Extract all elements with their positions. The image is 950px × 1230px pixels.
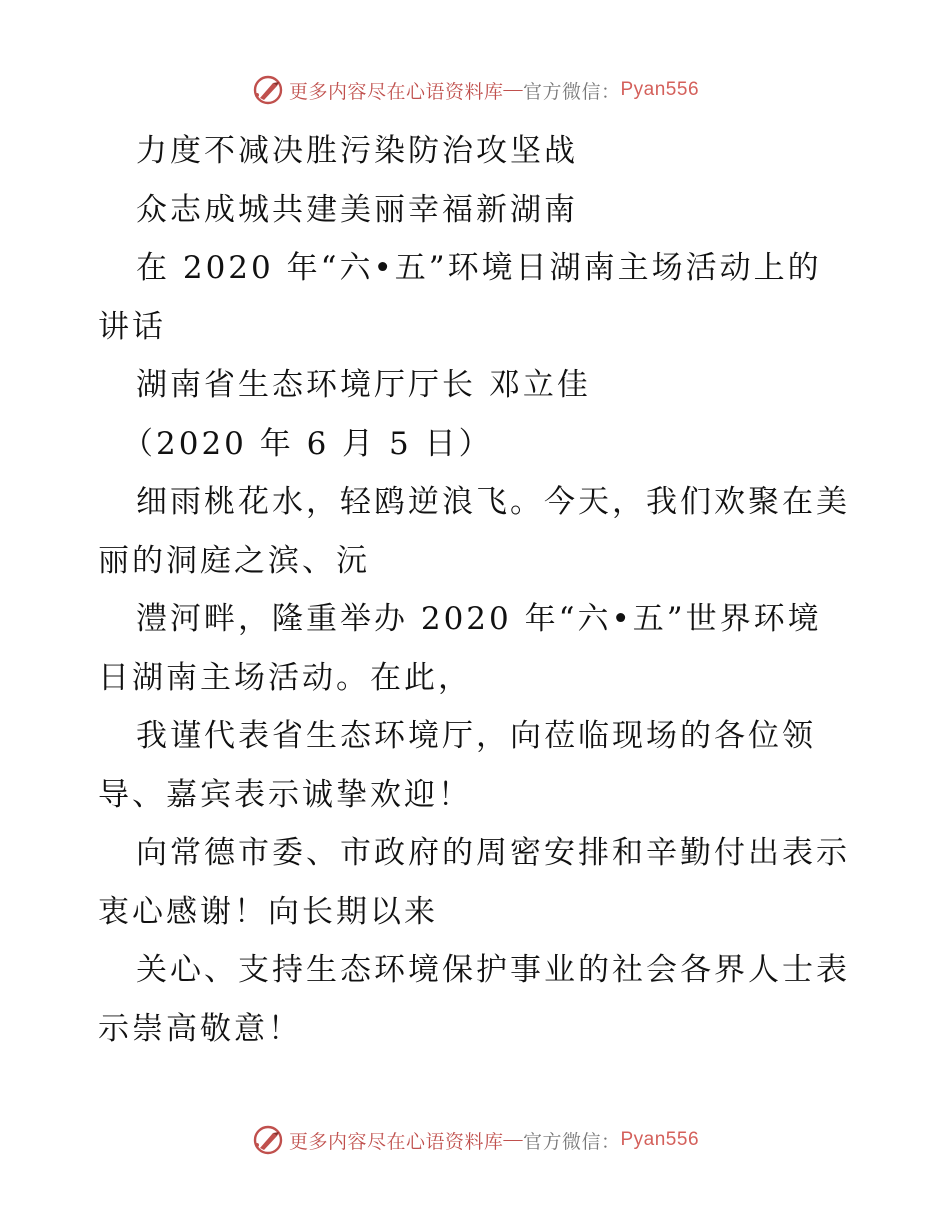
paragraph-line: 向常德市委、市政府的周密安排和辛勤付出表示 xyxy=(136,835,850,871)
title-line-1: 力度不减决胜污染防治攻坚战 xyxy=(136,133,578,169)
pen-logo-icon xyxy=(251,73,285,107)
pen-logo-icon xyxy=(251,1123,285,1157)
footer-watermark xyxy=(0,1120,950,1160)
banner-site-text: 更多内容尽在心语资料库 xyxy=(288,1130,504,1153)
paragraph-line: 细雨桃花水，轻鸥逆浪飞。今天，我们欢聚在美 xyxy=(136,484,850,520)
banner-dash: — xyxy=(503,79,523,100)
banner-site-text: 更多内容尽在心语资料库 xyxy=(288,80,504,103)
paragraph-line: 关心、支持生态环境保护事业的社会各界人士表 xyxy=(136,952,850,988)
banner-wechat-label: 官方微信： xyxy=(522,80,621,103)
banner-dash: — xyxy=(503,1129,523,1150)
paragraph-line: 我谨代表省生态环境厅，向莅临现场的各位领 xyxy=(136,718,816,754)
subtitle-line-1: 在 2020 年“六•五”环境日湖南主场活动上的 xyxy=(136,250,822,286)
paragraph-line: 衷心感谢！向长期以来 xyxy=(98,893,438,930)
paragraph-line: 日湖南主场活动。在此， xyxy=(98,659,472,696)
banner-wechat-handle: Pyan556 xyxy=(620,79,700,100)
paragraph-line: 丽的洞庭之滨、沅 xyxy=(98,542,370,579)
title-line-2: 众志成城共建美丽幸福新湖南 xyxy=(136,191,578,228)
speaker-line: 湖南省生态环境厅厅长 邓立佳 xyxy=(136,367,591,403)
header-watermark xyxy=(0,70,950,110)
paragraph-line: 澧河畔，隆重举办 2020 年“六•五”世界环境 xyxy=(136,601,822,637)
paragraph-line: 示崇高敬意！ xyxy=(98,1010,302,1047)
subtitle-line-2: 讲话 xyxy=(98,308,166,345)
banner-wechat-label: 官方微信： xyxy=(522,1130,621,1153)
paragraph-line: 导、嘉宾表示诚挚欢迎！ xyxy=(98,776,472,813)
banner-wechat-handle: Pyan556 xyxy=(620,1129,700,1150)
date-line: （2020 年 6 月 5 日） xyxy=(122,425,493,462)
document-body xyxy=(98,122,858,1058)
